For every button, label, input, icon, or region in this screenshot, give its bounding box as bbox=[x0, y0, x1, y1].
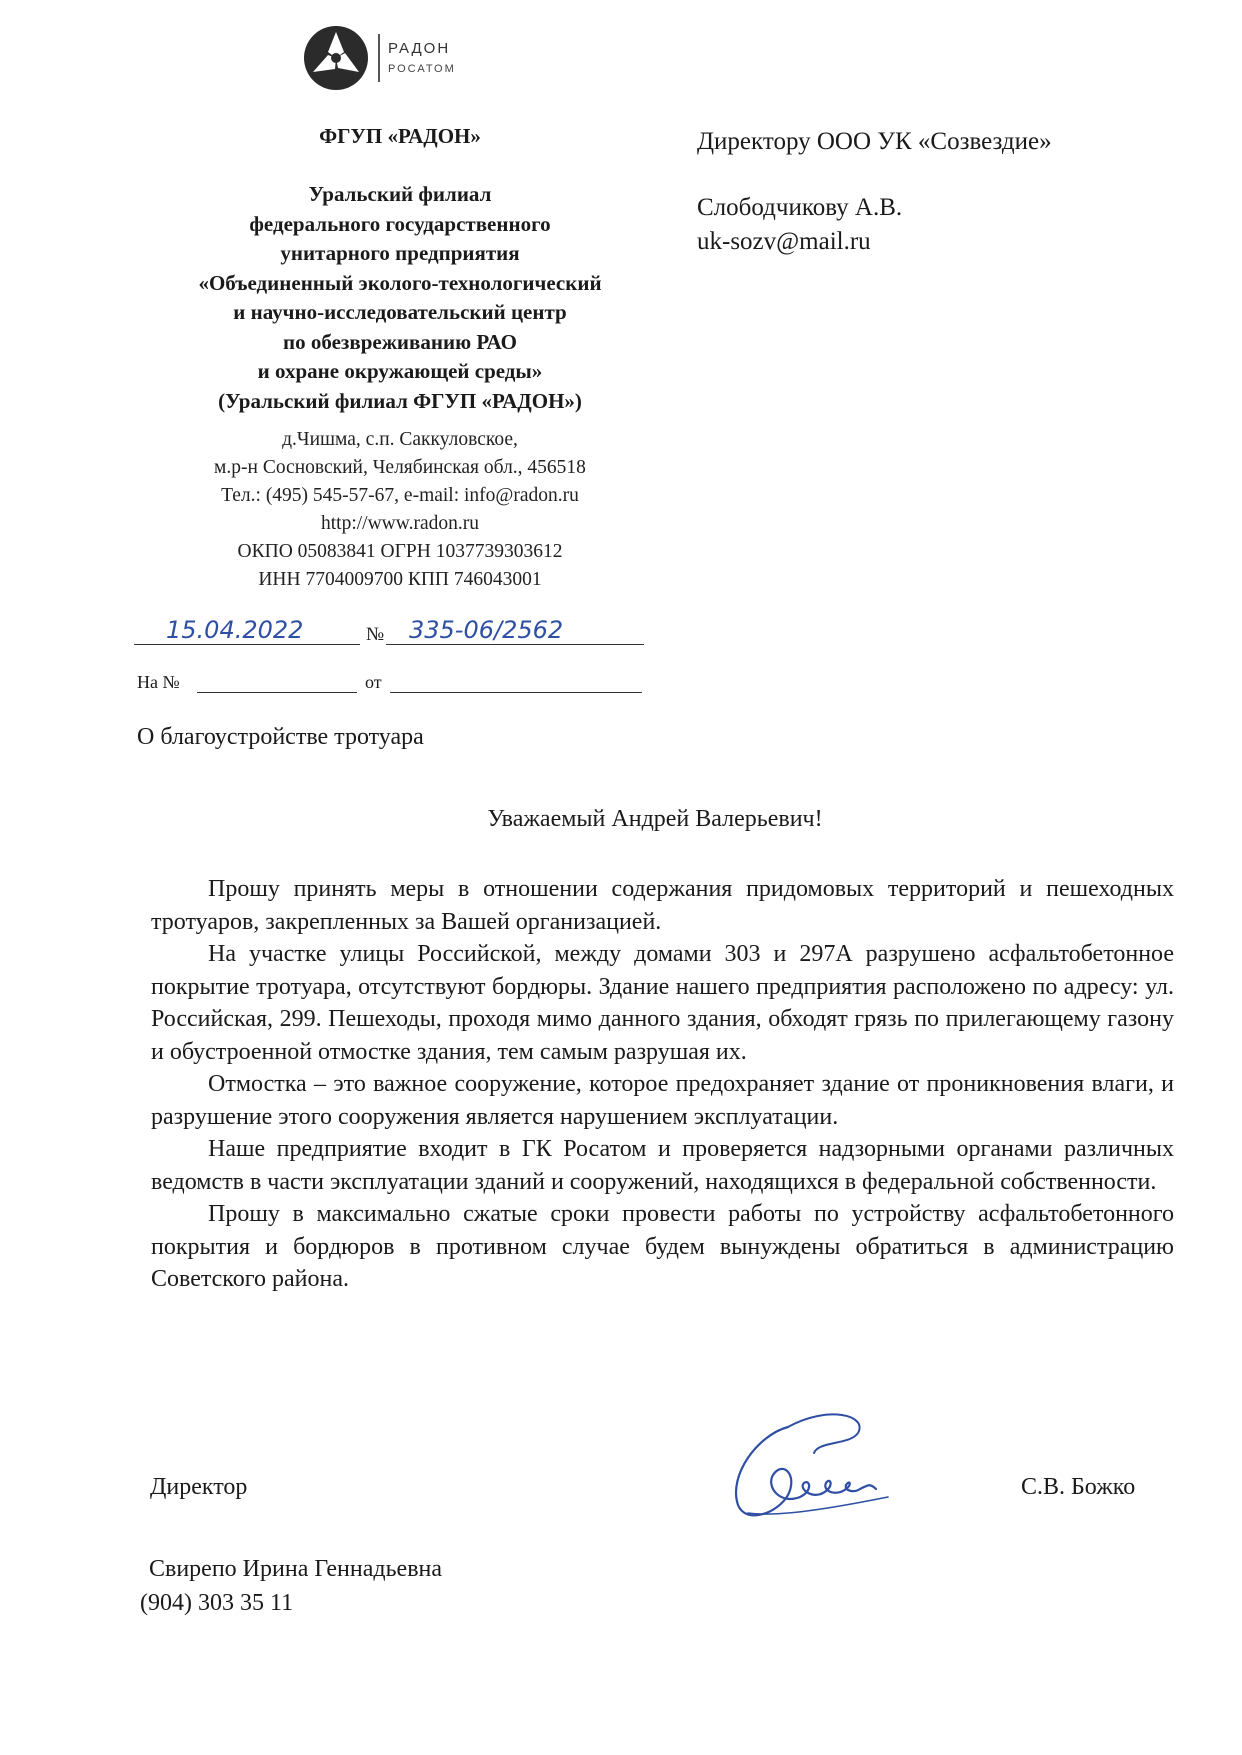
org-name-line: и научно-исследовательский центр bbox=[233, 300, 567, 324]
org-name-line: унитарного предприятия bbox=[280, 241, 520, 265]
address-line: д.Чишма, с.п. Саккуловское, bbox=[282, 429, 518, 450]
address-line: ИНН 7704009700 КПП 746043001 bbox=[258, 569, 542, 590]
org-name-line: по обезвреживанию РАО bbox=[283, 329, 517, 354]
address-line: http://www.radon.ru bbox=[321, 513, 479, 534]
radon-emblem-icon bbox=[300, 22, 372, 94]
address-line: м.р-н Сосновский, Челябинская обл., 456518 bbox=[214, 457, 586, 478]
handwritten-number: 335-06/2562 bbox=[409, 616, 564, 644]
number-sign: № bbox=[366, 624, 385, 645]
handwritten-date: 15.04.2022 bbox=[166, 616, 304, 644]
contact-name: Свирепо Ирина Геннадьевна bbox=[149, 1556, 443, 1582]
logo-subtitle: РОСАТОМ bbox=[388, 63, 456, 75]
address-line: ОКПО 05083841 ОГРН 1037739303612 bbox=[237, 541, 563, 562]
contact-phone: (904) 303 35 11 bbox=[140, 1590, 294, 1616]
reference-date-number bbox=[134, 614, 644, 650]
reply-from-label: от bbox=[365, 672, 382, 692]
signatory-title: Директор bbox=[150, 1474, 248, 1500]
recipient-name: Слободчикову А.В. bbox=[697, 194, 903, 221]
body-paragraph: Прошу принять меры в отношении содержания придомовых территорий и пешеходных тротуаров, закрепленных за Вашей организацией. bbox=[151, 876, 1174, 935]
org-full-name bbox=[130, 180, 670, 416]
address-line: Тел.: (495) 545-57-67, e-mail: info@radon.ru bbox=[221, 485, 579, 506]
org-address bbox=[130, 426, 670, 594]
org-name-line: федерального государственного bbox=[249, 211, 551, 236]
handwritten-signature bbox=[718, 1405, 928, 1535]
logo-title: РАДОН bbox=[388, 40, 451, 57]
logo-divider bbox=[378, 34, 380, 82]
org-name-line: Уральский филиал bbox=[308, 182, 492, 206]
letter-greeting: Уважаемый Андрей Валерьевич! bbox=[487, 806, 823, 832]
signatory-name: С.В. Божко bbox=[1021, 1474, 1136, 1500]
body-paragraph: Наше предприятие входит в ГК Росатом и проверяется надзорными органами различных ведомств в части эксплуатации зданий и сооружений, находящихся в федеральной собственности. bbox=[151, 1136, 1174, 1195]
reply-reference bbox=[137, 668, 642, 698]
reply-date-line bbox=[390, 692, 642, 693]
reply-number-label: На № bbox=[137, 672, 180, 692]
org-short-name: ФГУП «РАДОН» bbox=[319, 124, 481, 148]
recipient-position: Директору ООО УК «Созвездие» bbox=[697, 128, 1052, 155]
recipient-email: uk-sozv@mail.ru bbox=[697, 228, 871, 255]
body-paragraph: Отмостка – это важное сооружение, которое предохраняет здание от проникновения влаги, и разрушение этого сооружения является нарушением эксплуатации. bbox=[151, 1071, 1174, 1130]
date-underline bbox=[134, 644, 360, 645]
letter-subject: О благоустройстве тротуара bbox=[137, 724, 424, 750]
reply-number-line bbox=[197, 692, 357, 693]
radon-logo bbox=[300, 22, 480, 94]
number-underline bbox=[386, 644, 644, 645]
body-paragraph: На участке улицы Российской, между домами 303 и 297А разрушено асфальтобетонное покрытие тротуара, отсутствуют бордюры. Здание нашего предприятия расположено по адресу: ул. Российская, 299. Пешеходы, проходя мимо данного здания, обходят грязь по прилегающему газону и обустроенной отмостке здания, тем самым разрушая их. bbox=[151, 941, 1174, 1065]
org-name-line: (Уральский филиал ФГУП «РАДОН») bbox=[218, 388, 582, 413]
body-paragraph: Прошу в максимально сжатые сроки провести работы по устройству асфальтобетонного покрытия и бордюров в противном случае будем вынуждены обратиться в администрацию Советского района. bbox=[151, 1201, 1174, 1292]
letter-body bbox=[151, 873, 1174, 1296]
org-name-line: и охране окружающей среды» bbox=[257, 359, 543, 383]
org-name-line: «Объединенный эколого-технологический bbox=[198, 270, 602, 295]
